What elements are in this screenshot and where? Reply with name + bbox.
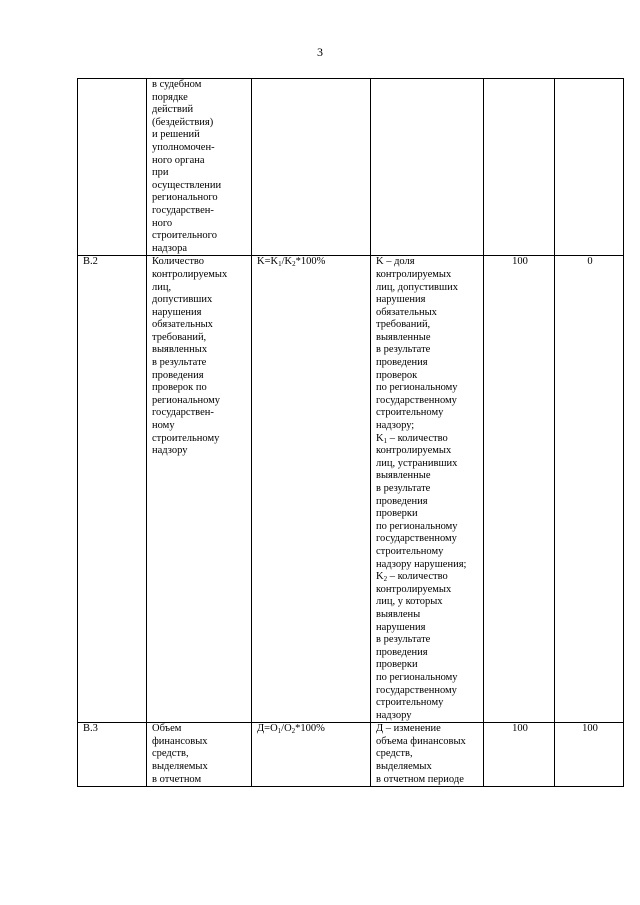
definition-text: строительному	[376, 407, 444, 419]
definition-text: надзору	[376, 709, 412, 721]
indicator-name-line: Объем	[152, 723, 182, 735]
indicator-name-line: допустивших	[152, 294, 213, 306]
definition-line	[376, 357, 480, 370]
definition-text: выявленные	[376, 470, 431, 482]
definition-line	[376, 307, 480, 320]
indicator-name-line: в результате	[152, 357, 207, 369]
definition-line	[376, 622, 480, 635]
formula-part: /K	[281, 256, 293, 268]
definition-text: – количество	[387, 432, 448, 444]
indicator-name-line: и решений	[152, 129, 200, 141]
definition-text: строительному	[376, 545, 444, 557]
table-row	[78, 79, 624, 256]
indicator-name-line: лиц,	[152, 281, 172, 293]
definition-text: выявлены	[376, 608, 421, 620]
definition-text: нарушения	[376, 294, 426, 306]
page-number: 3	[317, 45, 323, 59]
definition-line	[376, 533, 480, 546]
definition-line	[376, 282, 480, 295]
definition-text: надзору;	[376, 420, 415, 432]
definition-line	[376, 332, 480, 345]
definition-text: K – доля	[376, 256, 415, 268]
definition-line	[376, 697, 480, 710]
definition-text: обязательных	[376, 306, 437, 318]
definition-line	[376, 370, 480, 383]
indicator-code: В.2	[78, 256, 147, 723]
definition-line	[376, 407, 480, 420]
indicator-table	[77, 78, 624, 787]
definition-line	[376, 445, 480, 458]
indicator-name-line: выделяемых	[152, 761, 208, 773]
formula-definition	[371, 79, 484, 256]
definition-line	[376, 736, 480, 749]
target-value: 100	[484, 256, 555, 723]
indicator-name-line: Количество	[152, 256, 205, 268]
definition-text: средств,	[376, 748, 413, 760]
definition-text: проверки	[376, 659, 418, 671]
definition-line	[376, 659, 480, 672]
formula-definition	[371, 723, 484, 787]
definition-text: проверок	[376, 369, 418, 381]
definition-text: проверки	[376, 508, 418, 520]
indicator-name-line: проведения	[152, 369, 204, 381]
formula-part: /О	[281, 723, 292, 735]
definition-line	[376, 521, 480, 534]
indicator-name-line: обязательных	[152, 319, 213, 331]
indicator-name-line: надзора	[152, 242, 187, 254]
formula-part: Д=О	[257, 723, 278, 735]
formula-subscript: 2	[292, 260, 296, 269]
definition-line	[376, 748, 480, 761]
definition-text: контролируемых	[376, 268, 452, 280]
formula-part: *100%	[295, 256, 326, 268]
definition-text: выявленные	[376, 331, 431, 343]
definition-line	[376, 546, 480, 559]
indicator-name-line: регионального	[152, 192, 218, 204]
definition-text: по региональному	[376, 520, 458, 532]
formula-subscript: 2	[291, 727, 296, 736]
definition-text: Д – изменение	[376, 723, 441, 735]
definition-text: в отчетном периоде	[376, 773, 464, 785]
definition-line	[376, 710, 480, 723]
formula	[252, 256, 371, 723]
indicator-name	[147, 723, 252, 787]
definition-line	[376, 420, 480, 433]
formula	[252, 79, 371, 256]
definition-line	[376, 395, 480, 408]
indicator-name-line: при	[152, 167, 169, 179]
definition-text: требований,	[376, 319, 431, 331]
formula	[252, 723, 371, 787]
definition-text: – количество	[387, 571, 448, 583]
definition-line	[376, 269, 480, 282]
definition-line	[376, 508, 480, 521]
definition-text: объема финансовых	[376, 735, 466, 747]
definition-text: в результате	[376, 483, 431, 494]
target-value	[484, 79, 555, 256]
indicator-name-line: действий	[152, 104, 194, 116]
definition-line	[376, 596, 480, 609]
definition-text: проведения	[376, 495, 428, 507]
definition-line	[376, 470, 480, 483]
definition-text: государственному	[376, 394, 457, 406]
formula-text	[257, 723, 367, 736]
definition-line	[376, 723, 480, 736]
definition-text: K	[376, 571, 384, 583]
definition-text: по региональному	[376, 671, 458, 683]
indicator-name-line: строительного	[152, 230, 217, 242]
definition-line	[376, 344, 480, 357]
indicator-name-line: порядке	[152, 91, 188, 103]
table-row	[78, 256, 624, 723]
definition-line	[376, 672, 480, 685]
definition-line	[376, 647, 480, 660]
table-row	[78, 723, 624, 787]
indicator-name-line: осуществлении	[152, 179, 222, 191]
definition-text: по региональному	[376, 382, 458, 394]
formula-part: K=K	[257, 256, 279, 268]
definition-line	[376, 685, 480, 698]
indicator-name-line: требований,	[152, 331, 207, 343]
definition-text: K	[376, 432, 384, 444]
indicator-name-line: (бездействия)	[152, 116, 214, 128]
actual-value: 100	[555, 723, 624, 787]
definition-line	[376, 319, 480, 332]
definition-text: лиц, допустивших	[376, 281, 458, 293]
indicator-name	[147, 79, 252, 256]
definition-line	[376, 294, 480, 307]
indicator-name-line: надзору	[152, 445, 188, 457]
definition-text: в результате	[376, 634, 431, 646]
definition-text: лиц, у которых	[376, 596, 443, 608]
indicator-name-line: в судебном	[152, 79, 202, 90]
indicator-name-line: региональному	[152, 394, 221, 406]
definition-text: лиц, устранивших	[376, 457, 458, 469]
definition-text: проведения	[376, 357, 428, 369]
formula-subscript: 1	[278, 260, 282, 269]
definition-line	[376, 496, 480, 509]
indicator-name-line: средств,	[152, 748, 189, 760]
definition-line	[376, 256, 480, 269]
indicator-name-line: контролируемых	[152, 268, 228, 280]
formula-subscript: 1	[277, 727, 282, 736]
formula-part: *100%	[295, 723, 325, 735]
indicator-name-line: ного органа	[152, 154, 205, 166]
definition-text: проведения	[376, 646, 428, 658]
actual-value: 0	[555, 256, 624, 723]
definition-subscript: 2	[383, 575, 388, 584]
definition-text: контролируемых	[376, 583, 452, 595]
indicator-name-line: финансовых	[152, 735, 208, 747]
indicator-name-line: выявленных	[152, 344, 208, 356]
definition-subscript: 1	[383, 436, 388, 445]
indicator-name-line: строительному	[152, 432, 220, 444]
definition-line	[376, 382, 480, 395]
definition-text: государственному	[376, 533, 457, 545]
target-value: 100	[484, 723, 555, 787]
definition-line	[376, 761, 480, 774]
indicator-name	[147, 256, 252, 723]
definition-text: надзору нарушения;	[376, 558, 467, 570]
actual-value	[555, 79, 624, 256]
indicator-code: В.3	[78, 723, 147, 787]
definition-line	[376, 571, 480, 584]
indicator-name-line: государствен-	[152, 204, 214, 216]
indicator-name-line: нарушения	[152, 306, 202, 318]
indicator-name-line: уполномочен-	[152, 141, 215, 153]
definition-text: выделяемых	[376, 761, 432, 773]
definition-line	[376, 634, 480, 647]
definition-line	[376, 609, 480, 622]
indicator-name-line: в отчетном	[152, 773, 202, 785]
definition-text: контролируемых	[376, 445, 452, 457]
indicator-name-line: ному	[152, 420, 175, 432]
formula-definition	[371, 256, 484, 723]
formula-text	[257, 256, 367, 269]
indicator-name-line: государствен-	[152, 407, 214, 419]
definition-text: государственному	[376, 684, 457, 696]
definition-line	[376, 774, 480, 787]
definition-line	[376, 559, 480, 572]
indicator-name-line: проверок по	[152, 382, 207, 394]
definition-line	[376, 433, 480, 446]
definition-text: нарушения	[376, 621, 426, 633]
definition-text: строительному	[376, 697, 444, 709]
indicator-code	[78, 79, 147, 256]
definition-line	[376, 584, 480, 597]
indicator-name-line: ного	[152, 217, 173, 229]
definition-text: в результате	[376, 344, 431, 356]
definition-line	[376, 483, 480, 496]
definition-line	[376, 458, 480, 471]
